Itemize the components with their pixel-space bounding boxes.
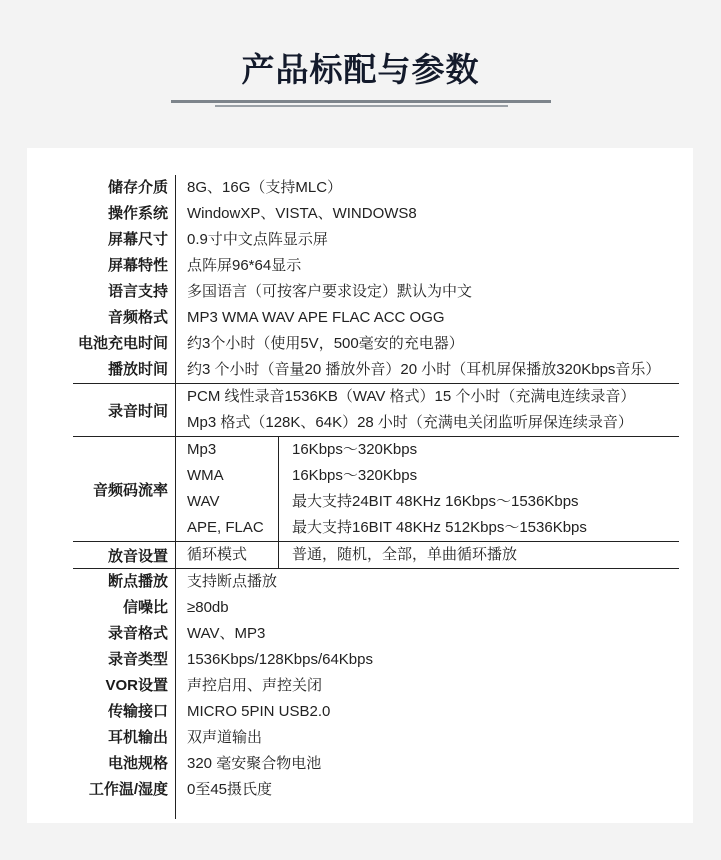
spec-label: 电池规格 [73,751,176,777]
spec-value: 0至45摄氏度 [187,781,273,798]
bitrate-rate: 16Kbps～320Kbps [292,467,418,484]
spec-label: 录音类型 [73,647,176,673]
spec-row-interface [73,699,679,725]
title-underline-thick [171,100,551,103]
spec-label: 音频码流率 [73,437,176,541]
playback-options-column [279,542,679,568]
spec-row-record-type [73,647,679,673]
bitrate-format: APE, FLAC [187,519,264,536]
spec-value: 支持断点播放 [187,573,278,590]
spec-row-battery [73,751,679,777]
spec-row-resume [73,569,679,595]
spec-row-audio-format [73,305,679,331]
spec-value: 声控启用、声控关闭 [187,677,323,694]
spec-value: 多国语言（可按客户要求设定）默认为中文 [187,283,473,300]
spec-label: 传输接口 [73,699,176,725]
spec-label: 音频格式 [73,305,176,331]
spec-value: MP3 WMA WAV APE FLAC ACC OGG [187,309,445,326]
spec-label: VOR设置 [73,673,176,699]
bitrate-rate: 16Kbps～320Kbps [292,441,418,458]
spec-label: 断点播放 [73,569,176,595]
spec-row-snr [73,595,679,621]
spec-value: 双声道输出 [187,729,263,746]
spec-row-headphone [73,725,679,751]
specs-table [73,175,679,819]
playback-mode: 循环模式 [187,546,248,563]
spec-value: WAV、MP3 [187,625,266,642]
specs-card [27,148,693,823]
spec-row-language [73,279,679,305]
spec-row-screen-size [73,227,679,253]
bitrate-format: WAV [187,493,220,510]
spec-label: 语言支持 [73,279,176,305]
spec-row-play-time [73,357,679,383]
spec-label: 信噪比 [73,595,176,621]
bitrate-format: Mp3 [187,441,217,458]
spec-row-vor [73,673,679,699]
spec-label: 耳机输出 [73,725,176,751]
title-underline-thin [215,105,508,107]
divider-tail [73,803,679,819]
spec-value: Mp3 格式（128K、64K）28 小时（充满电关闭监听屏保连续录音） [187,414,633,431]
spec-value: 约3 个小时（音量20 播放外音）20 小时（耳机屏保播放320Kbps音乐） [187,361,661,378]
spec-value: 320 毫安聚合物电池 [187,755,322,772]
spec-label: 录音时间 [73,384,176,436]
page-title: 产品标配与参数 [241,51,480,88]
playback-options: 普通，随机，全部，单曲循环播放 [292,546,518,563]
spec-row-record-format [73,621,679,647]
spec-label: 录音格式 [73,621,176,647]
spec-row-bitrate [73,436,679,541]
bitrate-rate-column [279,437,679,541]
spec-label: 屏幕尺寸 [73,227,176,253]
spec-value: PCM 线性录音1536KB（WAV 格式）15 个小时（充满电连续录音） [187,388,636,405]
playback-mode-column [176,542,279,568]
spec-row-os [73,201,679,227]
spec-row-screen-feature [73,253,679,279]
spec-value: 0.9寸中文点阵显示屏 [187,231,328,248]
spec-label: 储存介质 [73,175,176,201]
bitrate-rate: 最大支持24BIT 48KHz 16Kbps～1536Kbps [292,493,579,510]
spec-row-storage [73,175,679,201]
spec-values [176,384,679,436]
spec-row-playback-mode [73,541,679,569]
spec-label: 电池充电时间 [73,331,176,357]
spec-row-record-time [73,383,679,436]
spec-value: 约3个小时（使用5V，500毫安的充电器） [187,335,464,352]
spec-value: 8G、16G（支持MLC） [187,179,343,196]
spec-label: 操作系统 [73,201,176,227]
spec-value: 点阵屏96*64显示 [187,257,302,274]
bitrate-format: WMA [187,467,224,484]
divider-tail-line [73,803,176,819]
spec-row-temperature [73,777,679,803]
bitrate-rate: 最大支持16BIT 48KHz 512Kbps～1536Kbps [292,519,587,536]
spec-label: 屏幕特性 [73,253,176,279]
spec-value: MICRO 5PIN USB2.0 [187,703,331,720]
spec-value: 1536Kbps/128Kbps/64Kbps [187,651,373,668]
spec-value: WindowXP、VISTA、WINDOWS8 [187,205,417,222]
spec-value: ≥80db [187,599,229,616]
spec-label: 工作温/湿度 [73,777,176,803]
spec-label: 放音设置 [73,542,176,568]
spec-label: 播放时间 [73,357,176,383]
bitrate-format-column [176,437,279,541]
spec-row-charge-time [73,331,679,357]
